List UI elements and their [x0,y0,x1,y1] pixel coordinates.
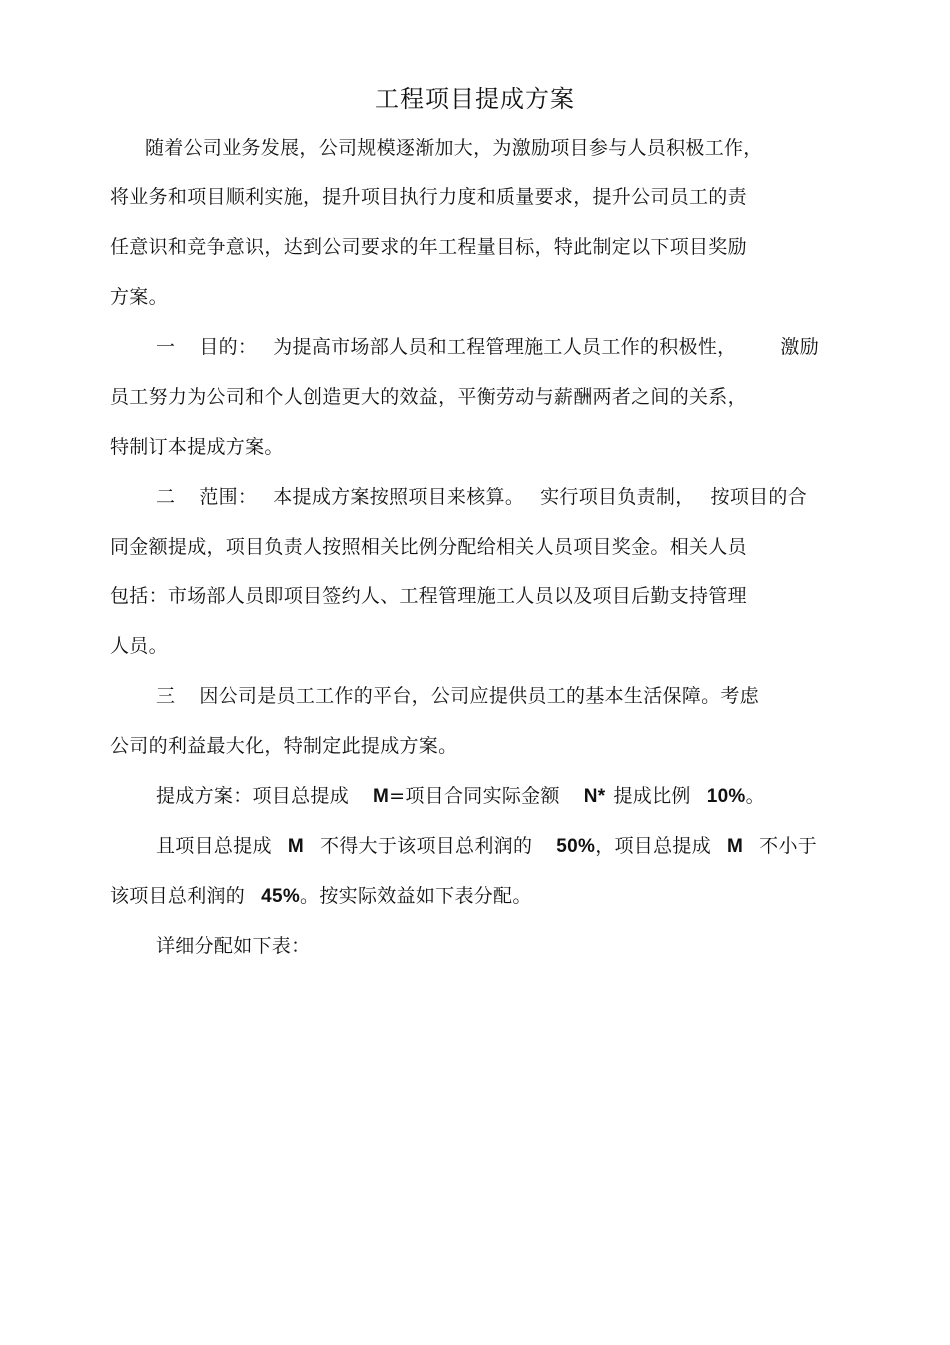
formula-eq: =项目合同实际金额 [389,785,560,807]
table-intro: 详细分配如下表： [156,935,311,957]
section2-line-2: 同金额提成，项目负责人按照相关比例分配给相关人员项目奖金。相关人员 [110,536,747,558]
section3-text: 因公司是员工工作的平台，公司应提供员工的基本生活保障。考虑 [199,685,760,707]
section2-number: 二 [156,486,176,508]
section3-line-1 [156,683,759,709]
section1-text-b: 激励 [780,336,820,358]
constraint-line2-a: 该项目总利润的 [110,885,246,907]
constraint-m1: M [287,836,304,857]
constraint-line-2 [110,883,532,910]
section3-number: 三 [156,685,176,707]
document-title: 工程项目提成方案 [375,85,575,113]
constraint-p2: 45% [261,886,301,907]
constraint-p1: 50% [556,836,596,857]
intro-line-1: 随着公司业务发展，公司规模逐渐加大，为激励项目参与人员积极工作， [145,137,763,159]
intro-line-4: 方案。 [110,286,168,308]
section2-line-1 [156,484,807,510]
formula-label: 提成方案：项目总提成 [156,785,350,807]
formula-ratio: 10% [706,786,746,807]
section1-heading: 目的： [199,336,258,358]
constraint-text-d: 不小于 [759,835,818,857]
section1-line-3: 特制订本提成方案。 [110,436,284,458]
intro-line-3: 任意识和竞争意识，达到公司要求的年工程量目标，特此制定以下项目奖励 [110,236,747,258]
constraint-line2-b: 。按实际效益如下表分配。 [300,885,532,907]
formula-line [156,783,765,810]
section1-number: 一 [156,336,176,358]
formula-m: M [373,786,390,807]
section2-text-c: 按项目的合 [710,486,808,508]
section2-line-3: 包括：市场部人员即项目签约人、工程管理施工人员以及项目后勤支持管理 [110,585,747,607]
formula-ratio-label: 提成比例 [613,785,691,807]
section3-line-2: 公司的利益最大化，特制定此提成方案。 [110,735,458,757]
formula-n: N* [583,786,606,807]
constraint-line-1 [156,833,817,860]
section1-line-1 [156,334,819,360]
section1-line-2: 员工努力为公司和个人创造更大的效益，平衡劳动与薪酬两者之间的关系， [110,386,747,408]
constraint-text-a: 且项目总提成 [156,835,272,857]
constraint-text-b: 不得大于该项目总利润的 [319,835,533,857]
constraint-text-c: ，项目总提成 [595,835,712,857]
section2-heading: 范围： [199,486,258,508]
section1-text-a: 为提高市场部人员和工程管理施工人员工作的积极性， [273,336,737,358]
formula-end: 。 [745,785,765,807]
section2-text-a: 本提成方案按照项目来核算。 [273,486,525,508]
intro-line-2: 将业务和项目顺利实施，提升项目执行力度和质量要求，提升公司员工的责 [110,186,747,208]
section2-line-4: 人员。 [110,635,168,657]
section2-text-b: 实行项目负责制， [540,486,695,508]
constraint-m2: M [727,836,744,857]
